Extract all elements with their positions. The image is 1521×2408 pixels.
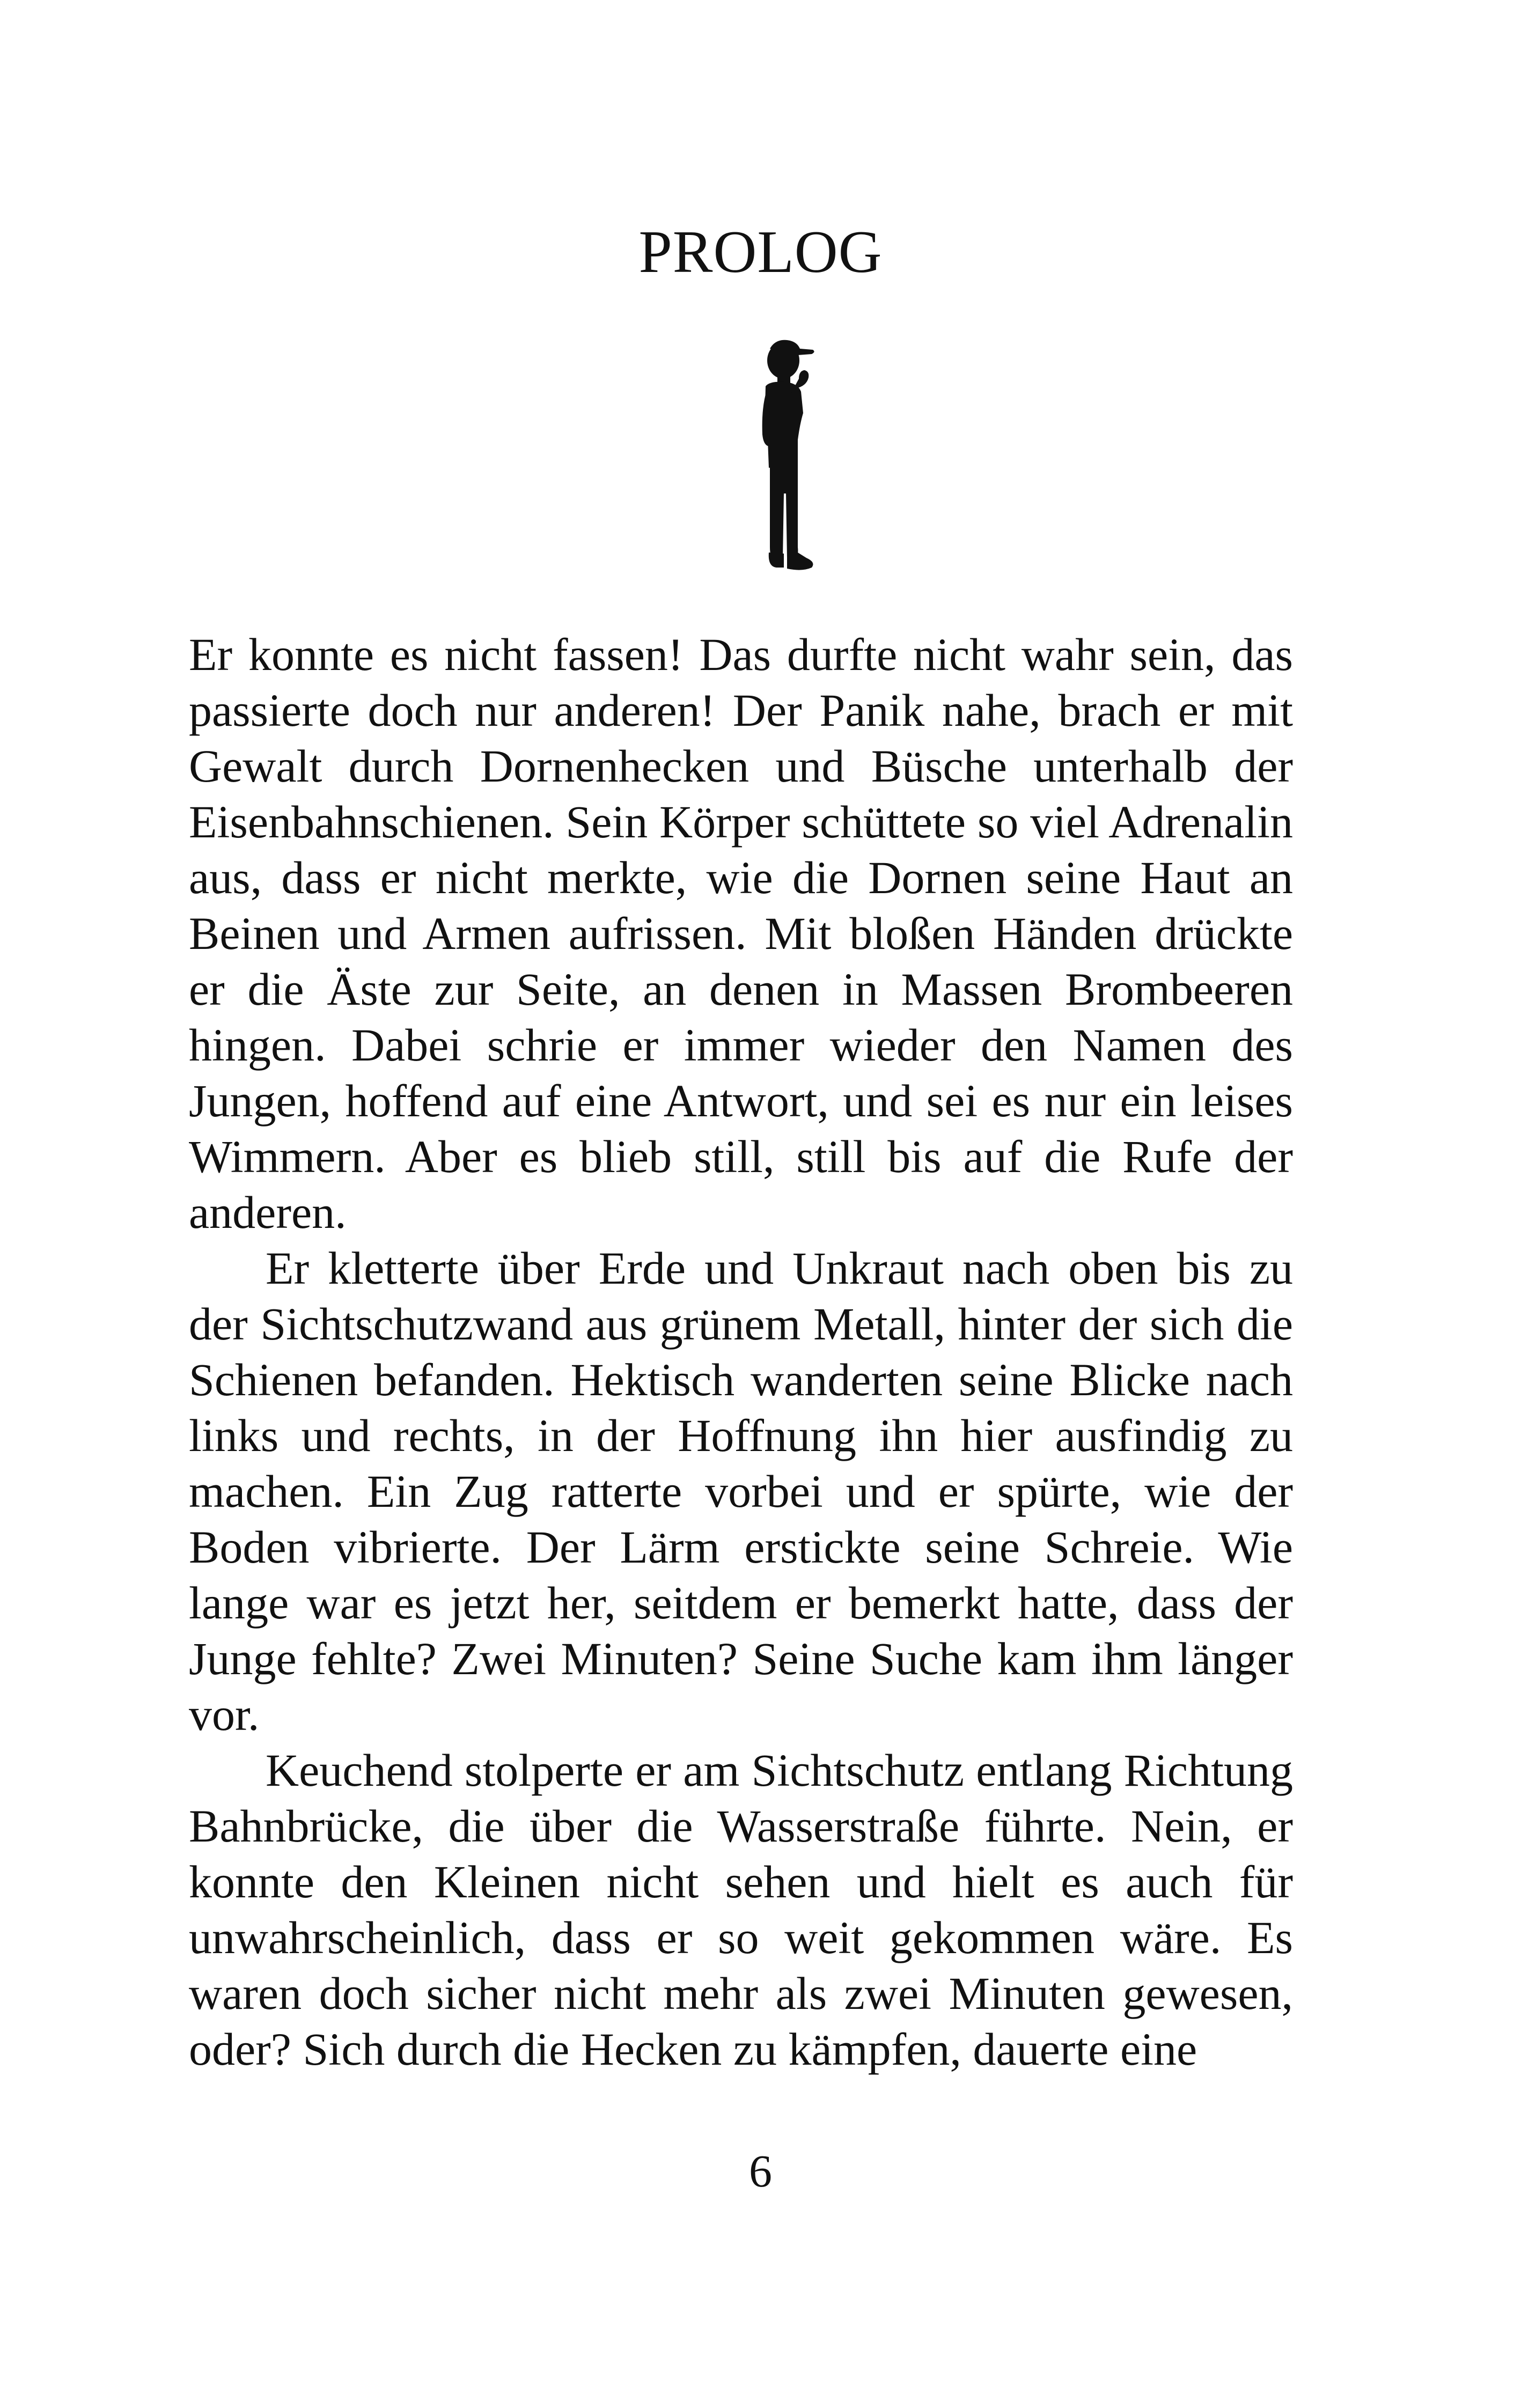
page-number: 6 bbox=[749, 2145, 772, 2197]
paragraph: Keuchend stolperte er am Sichtschutz entlang Richtung Bahnbrücke, die über die Wasserstraße führte. Nein, er konnte den Kleinen nicht sehen und hielt es auch für unwahrscheinlich, dass er so weit gekommen wäre. Es waren doch sicher nicht mehr als zwei Minuten gewesen, oder? Sich durch die Hecken zu kämpfen, dauerte eine bbox=[189, 1744, 1293, 2075]
child-silhouette-icon bbox=[738, 333, 824, 579]
body-text bbox=[189, 627, 1293, 2077]
paragraph: Er kletterte über Erde und Unkraut nach oben bis zu der Sichtschutzwand aus grünem Metall, hinter der sich die Schienen befanden. Hektisch wanderten seine Blicke nach links und rechts, in der Hoffnung ihn hier ausfindig zu machen. Ein Zug ratterte vorbei und er spürte, wie der Boden vibrierte. Der Lärm erstickte seine Schreie. Wie lange war es jetzt her, seitdem er bemerkt hatte, dass der Junge fehlte? Zwei Minuten? Seine Suche kam ihm länger vor. bbox=[189, 1242, 1293, 1740]
paragraph: Er konnte es nicht fassen! Das durfte nicht wahr sein, das passierte doch nur anderen! Der Panik nahe, brach er mit Gewalt durch Dornenhecken und Büsche unterhalb der Eisenbahnschienen. Sein Körper schüttete so viel Adrenalin aus, dass er nicht merkte, wie die Dornen seine Haut an Beinen und Armen aufrissen. Mit bloßen Händen drückte er die Äste zur Seite, an denen in Massen Brombeeren hingen. Dabei schrie er immer wieder den Namen des Jungen, hoffend auf eine Antwort, und sei es nur ein leises Wimmern. Aber es blieb still, still bis auf die Rufe der anderen. bbox=[189, 629, 1293, 1238]
chapter-title: PROLOG bbox=[638, 219, 883, 285]
